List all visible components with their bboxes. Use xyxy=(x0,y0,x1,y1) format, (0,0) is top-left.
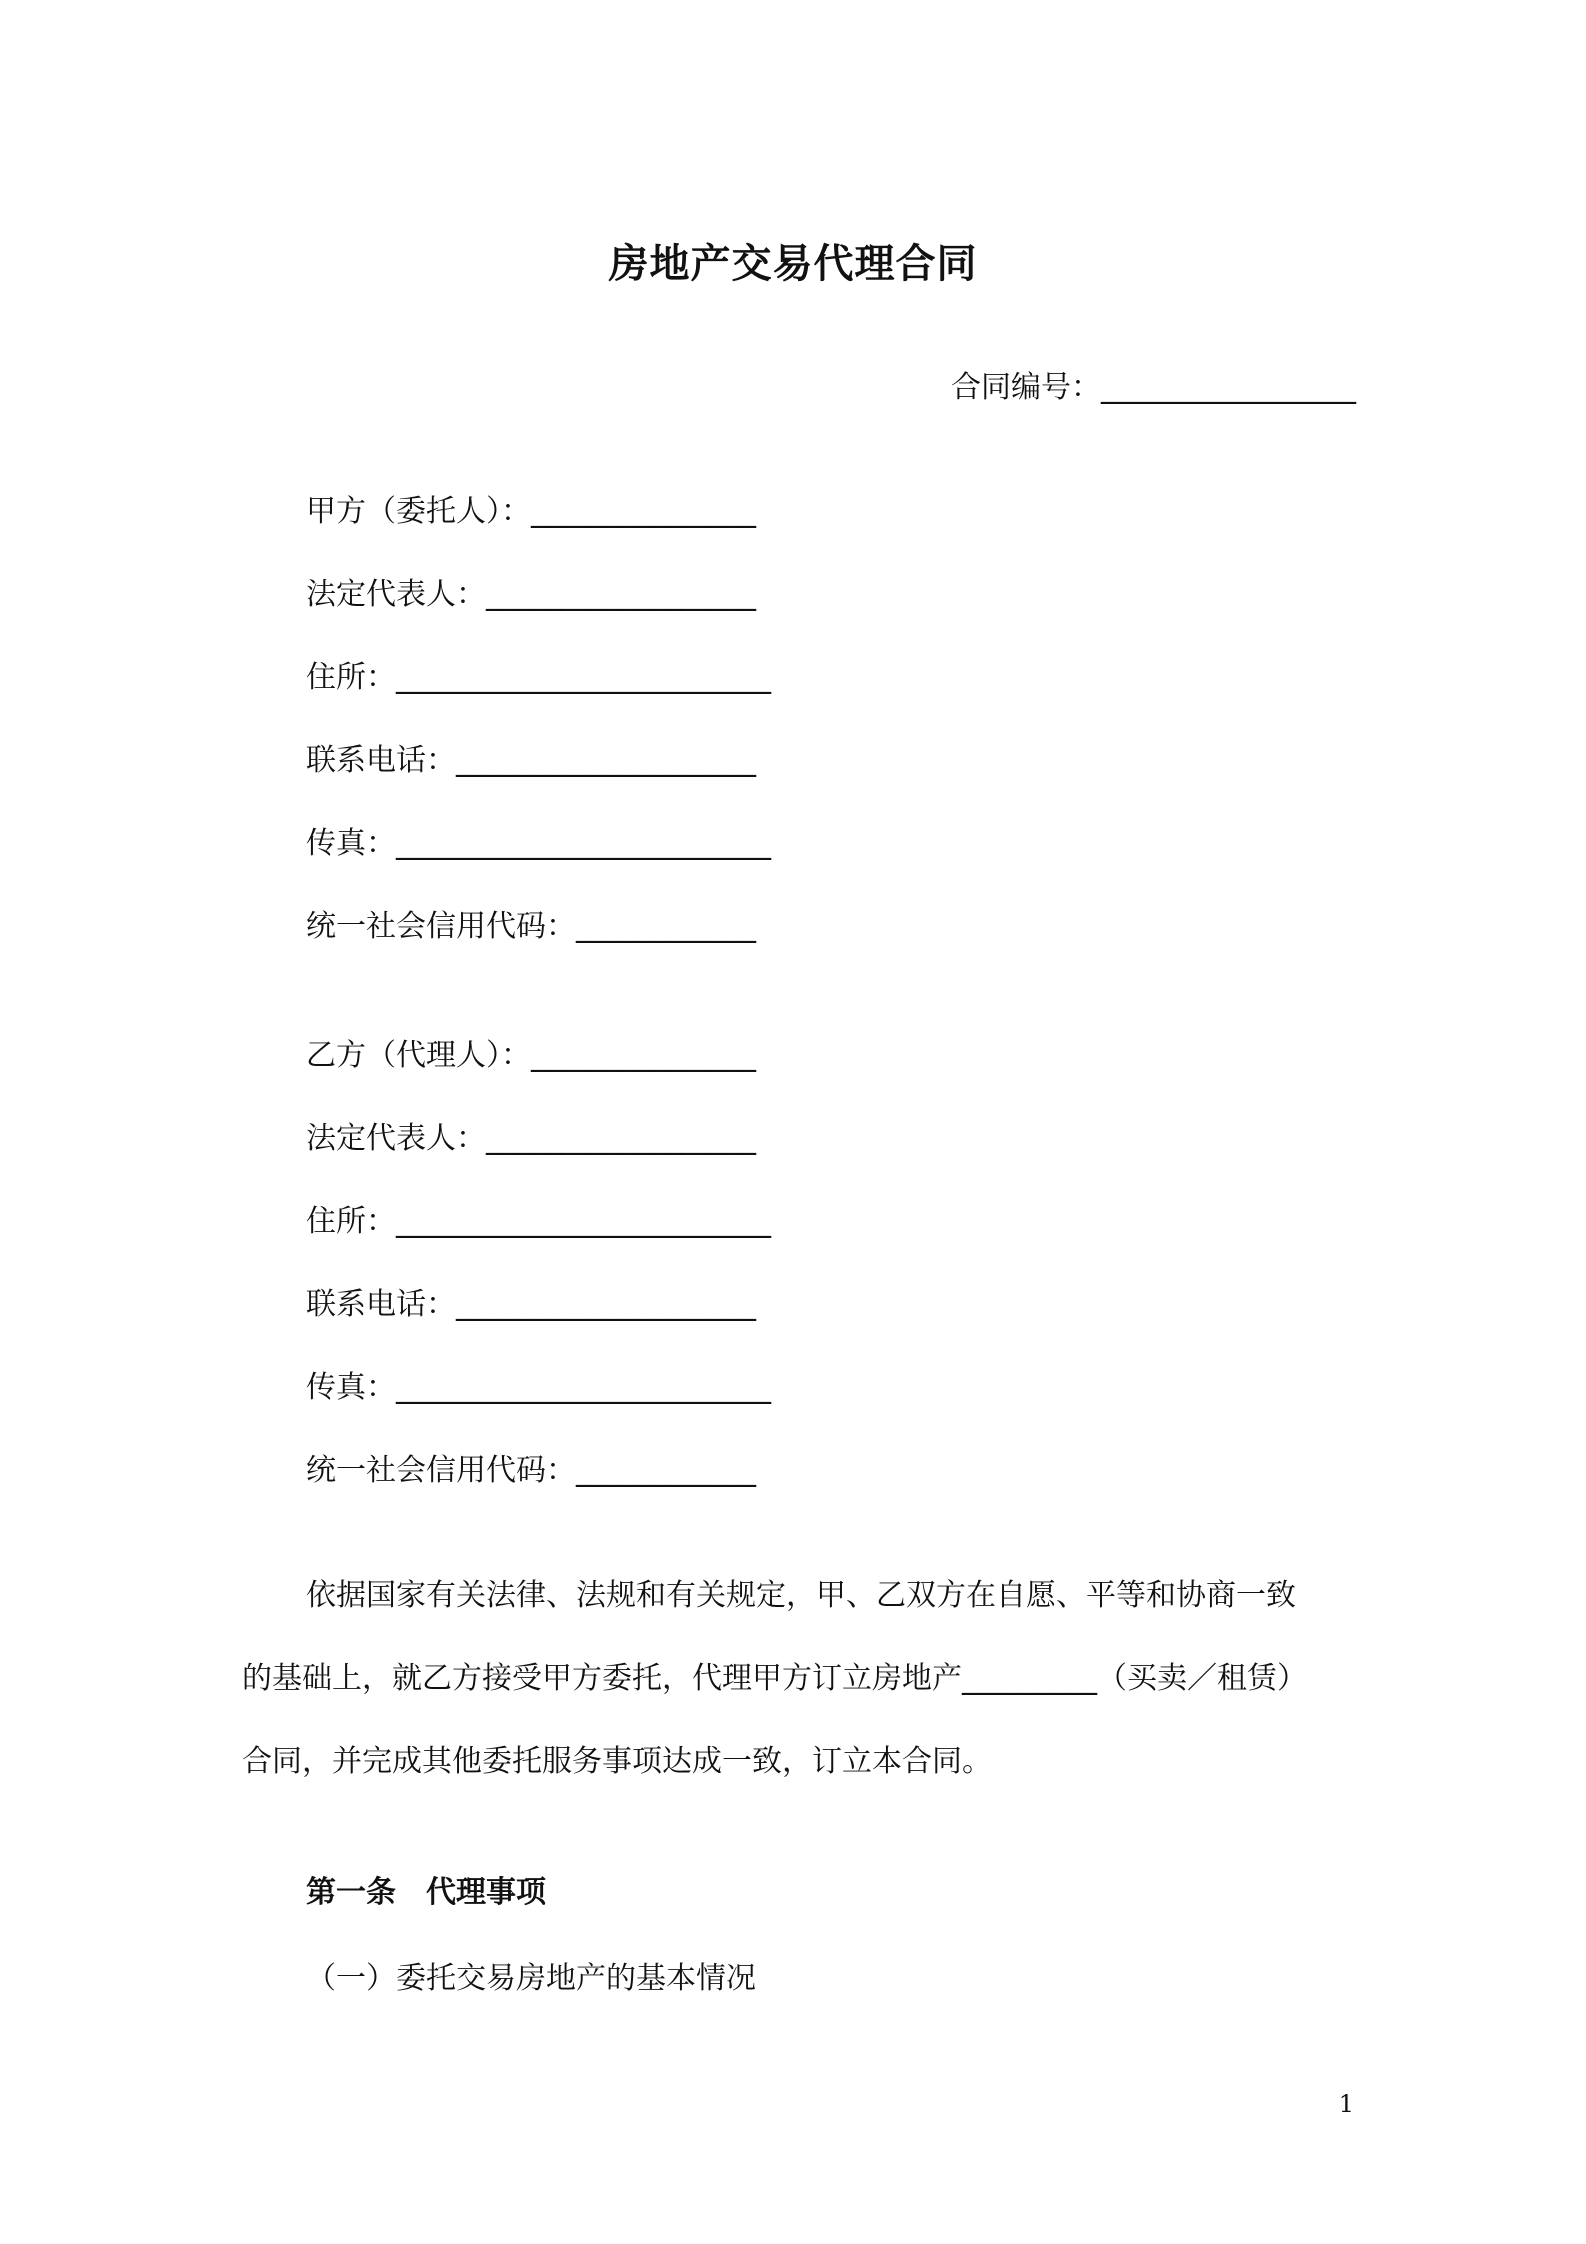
party-a-legal-rep: 法定代表人：__________________ xyxy=(306,577,756,612)
party-b-credit-code: 统一社会信用代码：____________ xyxy=(306,1453,756,1488)
party-a-credit-code: 统一社会信用代码：____________ xyxy=(306,909,756,944)
preamble-line-2: 的基础上，就乙方接受甲方委托，代理甲方订立房地产_________（买卖／租赁） xyxy=(242,1661,1307,1696)
party-b-fax: 传真：_________________________ xyxy=(306,1370,771,1405)
article-1-item-1: （一）委托交易房地产的基本情况 xyxy=(306,1961,756,1996)
party-b-legal-rep: 法定代表人：__________________ xyxy=(306,1121,756,1156)
page-number: 1 xyxy=(1338,2090,1354,2118)
preamble-line-3: 合同，并完成其他委托服务事项达成一致，订立本合同。 xyxy=(242,1744,992,1779)
party-a-heading: 甲方（委托人）：_______________ xyxy=(306,494,756,529)
party-b-phone: 联系电话：____________________ xyxy=(306,1287,756,1322)
article-1-title: 代理事项 xyxy=(426,1875,546,1910)
document-title: 房地产交易代理合同 xyxy=(608,241,978,287)
article-1-number: 第一条 xyxy=(306,1875,396,1910)
party-b-heading: 乙方（代理人）：_______________ xyxy=(306,1038,756,1073)
article-1-heading xyxy=(306,1867,546,1911)
contract-number-field: 合同编号：_________________ xyxy=(951,370,1356,405)
party-a-fax: 传真：_________________________ xyxy=(306,826,771,861)
preamble-line-1: 依据国家有关法律、法规和有关规定，甲、乙双方在自愿、平等和协商一致 xyxy=(306,1578,1296,1613)
party-b-address: 住所：_________________________ xyxy=(306,1204,771,1239)
party-a-address: 住所：_________________________ xyxy=(306,660,771,695)
party-a-phone: 联系电话：____________________ xyxy=(306,743,756,778)
